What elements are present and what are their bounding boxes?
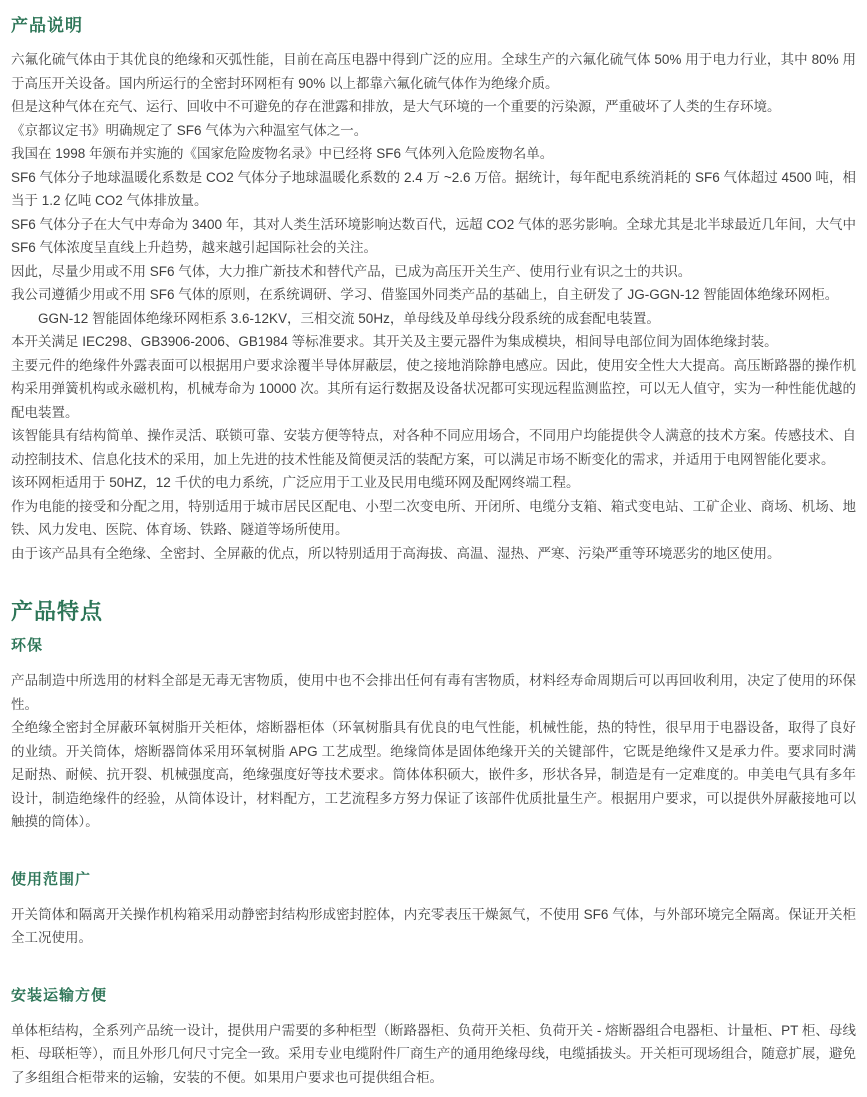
- paragraph-industry-consensus: 因此，尽量少用或不用 SF6 气体，大力推广新技术和替代产品，已成为高压开关生产、使用行业有识之士的共识。: [11, 263, 692, 279]
- paragraph-nontoxic-materials: 产品制造中所选用的材料全部是无毒无害物质，使用中也不会排出任何有毒有害物质，材料经寿命周期后可以再回收利用，决定了使用的环保性。: [11, 673, 856, 712]
- paragraph-sf6-usage: 六氟化硫气体由于其优良的绝缘和灭弧性能，目前在高压电器中得到广泛的应用。全球生产的六氟化硫气体 50% 用于电力行业，其中 80% 用于高压开关设备。国内所运行的全密封环网柜有 90% 以上都靠六氟化硫气体作为绝缘介质。: [11, 52, 856, 91]
- subsection-easy-installation: [11, 986, 856, 1090]
- subsection-title-easy-installation: 安装运输方便: [11, 986, 108, 1004]
- section-product-description: [11, 15, 856, 565]
- section-product-features: [11, 597, 856, 1089]
- paragraph-kyoto-protocol: 《京都议定书》明确规定了 SF6 气体为六种温室气体之一。: [11, 122, 368, 138]
- paragraph-harsh-environment: 由于该产品具有全绝缘、全密封、全屏蔽的优点，所以特别适用于高海拔、高温、湿热、严寒、污染严重等环境恶劣的地区使用。: [11, 545, 781, 561]
- subsection-title-environmental: 环保: [11, 637, 44, 654]
- section-title-product-features: 产品特点: [11, 599, 104, 624]
- paragraph-epoxy-cabinet: 全绝缘全密封全屏蔽环氧树脂开关柜体，熔断器柜体（环氧树脂具有优良的电气性能，机械性能，热的特性，很早用于电器设备，取得了良好的业绩。开关筒体，熔断器筒体采用环氧树脂 APG 工艺成型。绝缘筒体是固体绝缘开关的关键部件，它既是绝缘件又是承力件。要求同时满足耐热、耐候、抗开裂、机械强度高，绝缘强度好等技术要求。筒体体积硕大，嵌件多，形状各异，制造是有一定难度的。申美电气具有多年设计，制造绝缘件的经验，从筒体设计，材料配方，工艺流程多方努力保证了该部件优质批量生产。根据用户要求，可以提供外屏蔽接地可以触摸的筒体）。: [11, 720, 856, 829]
- paragraph-hazardous-waste-list: 我国在 1998 年颁布并实施的《国家危险废物名录》中已经将 SF6 气体列入危险废物名单。: [11, 146, 554, 161]
- paragraph-warming-coefficient: SF6 气体分子地球温暖化系数是 CO2 气体分子地球温暖化系数的 2.4 万 ~2.6 万倍。据统计，每年配电系统消耗的 SF6 气体超过 4500 吨，相当于 1.2 亿吨 CO2 气体排放量。: [11, 169, 856, 208]
- paragraph-sealed-cavity: 开关筒体和隔离开关操作机构箱采用动静密封结构形成密封腔体，内充零表压干燥氮气，不使用 SF6 气体，与外部环境完全隔离。保证开关柜全工况使用。: [11, 906, 856, 945]
- paragraph-atmospheric-lifetime: SF6 气体分子在大气中寿命为 3400 年，其对人类生活环境影响达数百代，远超 CO2 气体的恶劣影响。全球尤其是北半球最近几年间，大气中 SF6 气体浓度呈直线上升趋势，越来越引起国际社会的关注。: [11, 216, 856, 255]
- paragraph-insulation-surface: 主要元件的绝缘件外露表面可以根据用户要求涂覆半导体屏蔽层，使之接地消除静电感应。因此，使用安全性大大提高。高压断路器的操作机构采用弹簧机构或永磁机构，机械寿命为 10000 次。其所有运行数据及设备状况都可实现远程监测监控，可以无人值守，实为一种性能优越的配电装置。: [11, 357, 856, 420]
- paragraph-power-system-usage: 该环网柜适用于 50HZ，12 千伏的电力系统，广泛应用于工业及民用电缆环网及配网终端工程。: [11, 475, 580, 490]
- subsection-wide-application: [11, 870, 856, 950]
- paragraph-cabinet-types: 单体柜结构，全系列产品统一设计，提供用户需要的多种柜型（断路器柜、负荷开关柜、负荷开关 - 熔断器组合电器柜、计量柜、PT 柜、母线柜、母联柜等），而且外形几何尺寸完全一致。采用专业电缆附件厂商生产的通用绝缘母线，电缆插拔头。开关柜可现场组合，随意扩展，避免了多组组合柜带来的运输，安装的不便。如果用户要求也可提供组合柜。: [11, 1022, 856, 1085]
- paragraph-standards: 本开关满足 IEC298、GB3906-2006、GB1984 等标准要求。其开关及主要元器件为集成模块，相间导电部位间为固体绝缘封装。: [11, 334, 778, 349]
- subsection-environmental: [11, 636, 856, 834]
- section-title-product-description: 产品说明: [11, 16, 83, 35]
- paragraph-application-places: 作为电能的接受和分配之用，特别适用于城市居民区配电、小型二次变电所、开闭所、电缆分支箱、箱式变电站、工矿企业、商场、机场、地铁、风力发电、医院、体育场、铁路、隧道等场所使用。: [11, 498, 856, 537]
- paragraph-gas-leakage: 但是这种气体在充气、运行、回收中不可避免的存在泄露和排放，是大气环境的一个重要的污染源，严重破坏了人类的生存环境。: [11, 99, 781, 114]
- paragraph-ggn12-spec: GGN-12 智能固体绝缘环网柜系 3.6-12KV，三相交流 50Hz，单母线及单母线分段系统的成套配电装置。: [38, 310, 660, 326]
- paragraph-company-development: 我公司遵循少用或不用 SF6 气体的原则，在系统调研、学习、借鉴国外同类产品的基础上，自主研发了 JG-GGN-12 智能固体绝缘环网柜。: [11, 287, 839, 302]
- paragraph-smart-features: 该智能具有结构简单、操作灵活、联锁可靠、安装方便等特点，对各种不同应用场合，不同用户均能提供令人满意的技术方案。传感技术、自动控制技术、信息化技术的采用，加上先进的技术性能及简便灵活的装配方案，可以满足市场不断变化的需求，并适用于电网智能化要求。: [11, 428, 856, 467]
- subsection-title-wide-application: 使用范围广: [11, 870, 92, 888]
